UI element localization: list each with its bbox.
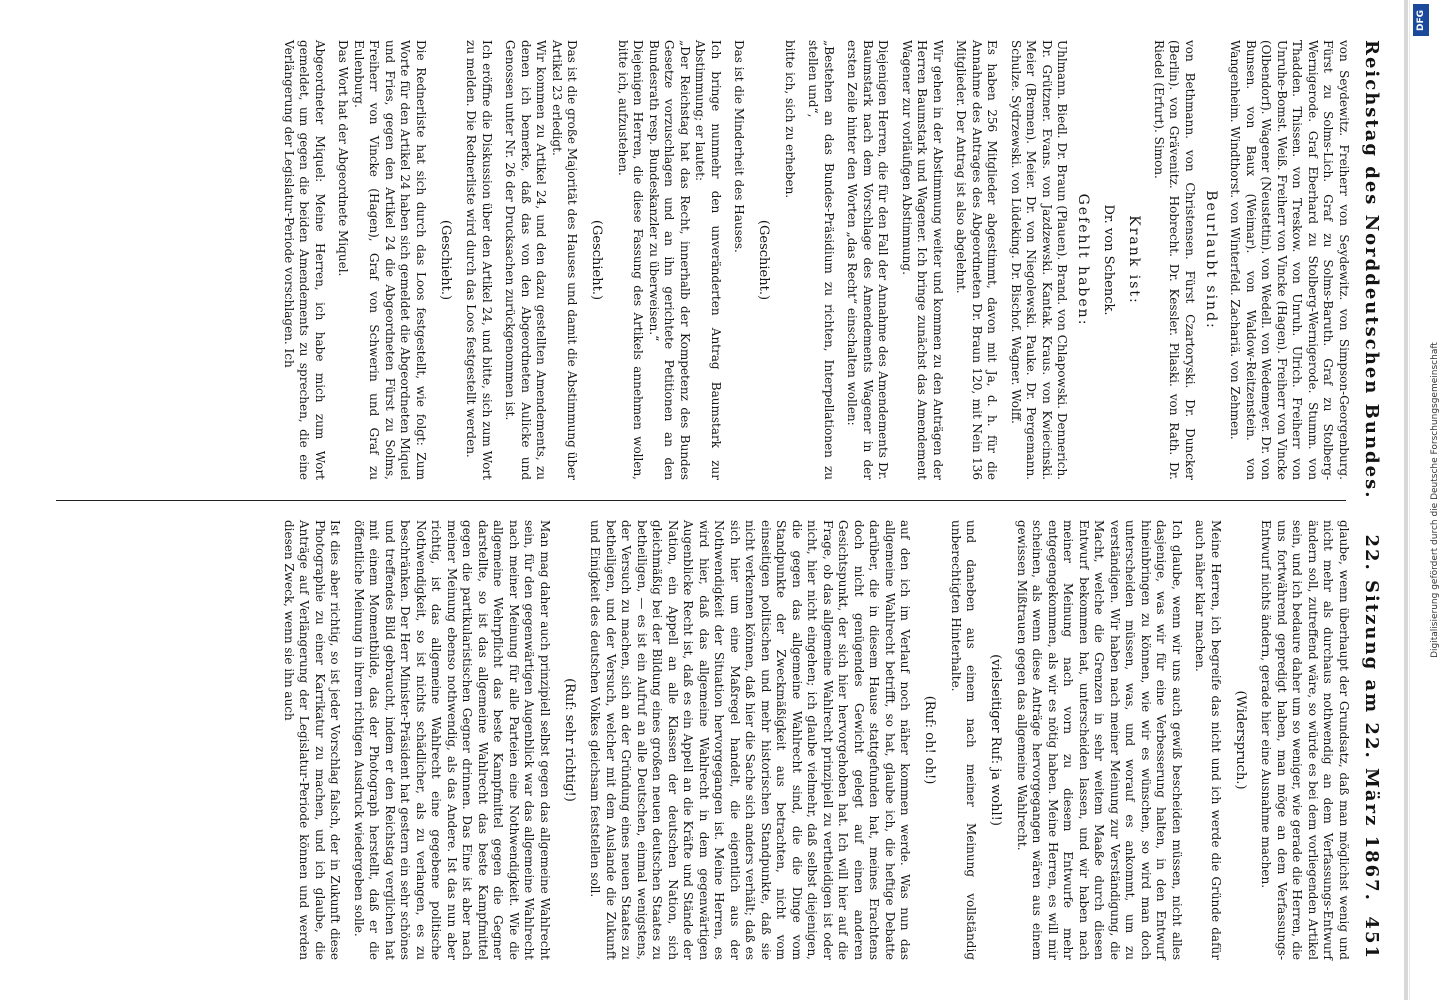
paragraph: Es haben 256 Mitglieder abgestimmt, davon mit Ja, d. h. für die Annahme des Antrages des Abgeordneten Dr. Braun 120, mit Nein 136 Mitglieder. Der Antrag ist also abgelehnt. xyxy=(954,40,1000,480)
paragraph: Man mag daher auch prinzipiell selbst gegen das allgemeine Wahlrecht sein, für den gegenwärtigen Augenblick war das allgemeine Wahlrecht nach meiner Meinung für alle Parteien eine Nothwendigkeit. Wie die allgemeine Wehrpflicht das beste Kampfmittel gegen die Gegner darstellte, so ist das allgemeine Wahlrecht das beste Kampfmittel gegen die partikularistischen Gegner drinnen. Das Eine ist aber nach meiner Meinung ebenso nothwendig, als das Andere. Ist das nun aber richtig, ist das allgemeine Wahlrecht eine gegebene politische Nothwendigkeit, so ist nichts schädlicher, als zu verlangen, es zu beschränken. Der Herr Minister-Präsident hat gestern ein sehr schönes und treffendes Bild gebraucht, indem er den Reichstag verglichen hat mit einem Momentbilde, das der Photograph herstellt, daß er die öffentliche Meinung in ihrem richtigen Ausdruck wiedergeben solle. xyxy=(352,520,552,960)
paragraph: Abgeordneter Miquel: Meine Herren, ich habe mich zum Wort gemeldet, um gegen die beiden Amendements zu sprechen, die eine Verlängerung der Legislatur-Periode vorschlagen. Ich xyxy=(282,40,327,480)
column-separator xyxy=(56,500,1346,501)
paragraph: Die Rednerliste hat sich durch das Loos festgestellt, wie folgt: Zum Worte für den Artikel 24 haben sich gemeldet die Abgeordneten Miquel und Fries, gegen den Artikel 24 die Abgeordneten Fürst zu Solms, Freiherr von Vincke (Hagen), Graf von Schwerin und Graf zu Eulenburg. Das Wort hat der Abgeordnete Miquel. xyxy=(336,40,428,480)
scan-edge xyxy=(1404,0,1408,1000)
krank-list: Dr. von Schenck. xyxy=(1101,204,1117,316)
paragraph: Das ist die Minderheit des Hauses. xyxy=(732,40,747,253)
gefehlt-heading: Gefehlt haben: xyxy=(1075,193,1092,327)
stage-direction: (Geschieht.) xyxy=(589,219,605,301)
rotated-page xyxy=(46,30,1386,970)
paragraph: Ich eröffne die Diskussion über den Artikel 24, und bitte, sich zum Wort zu melden. Die Rednerliste wird durch das Loos festgestellt werden. xyxy=(464,40,494,480)
paragraph: auf den ich im Verlauf noch näher kommen werde. Was nun das allgemeine Wahlrecht betrifft, so hat, glaube ich, die heftige Debatte darüber, die in diesem Hause stattgefunden hat, meines Erachtens doch nicht genügendes Gewicht gelegt auf einen anderen Gesichtspunkt, der sich hier hervorgehoben hat. Ich will hier auf die Frage, ob das allgemeine Wahlrecht prinzipiell zu vertheidigen ist oder nicht, hier nicht eingehen; ich glaube vielmehr, daß selbst diejenigen, die gegen das allgemeine Wahlrecht sind, die die Dinge vom Standpunkte der Zweckmäßigkeit aus betrachten, nicht vom einseitigen politischen und mehr historischen Standpunkte, daß sie nicht verkennen können, daß hier die Sache sich anders verhält; daß es sich hier um eine Maßregel handelt, die eigentlich aus der Nothwendigkeit der Situation hervorgegangen ist. Meine Herren, es wird hier, daß das allgemeine Wahlrecht in dem gegenwärtigen Augenblicke Recht ist, daß es ein Appell an die Kräfte und Stände der Nation, ein Appell an alle Klassen der deutschen Nation, sich gleichmäßig bei der Bildung eines großen neuen deutschen Staates zu betheiligen, — es ist ein Aufruf an alle Deutschen, einmal wenigstens, der Versuch zu machen, sich an der Gründung eines neuen Staates zu betheiligen, und der Versuch, welcher mit dem Auslande die Zukunft und Einigkeit des deutschen Volkes gleichsam feststellen soll. xyxy=(588,520,913,960)
stage-direction: (vielseitiger Ruf: ja wohl!) xyxy=(988,654,1004,826)
stage-direction: (Ruf: sehr richtig!) xyxy=(562,678,577,802)
paragraph: bitte ich, sich zu erheben. xyxy=(783,40,797,199)
paragraph: Ist dies aber richtig, so ist jeder Vorschlag falsch, der in Zukunft diese Photographie zu einer Karrikatur zu machen, und ich glaube, die Anträge auf Verlängerung der Legislatur-Periode können und werden diesen Zweck, wenn sie ihn auch xyxy=(282,520,343,960)
left-running-header: Reichstag des Norddeutschen Bundes. xyxy=(1361,40,1382,500)
paragraph: glaube, wenn überhaupt der Grundsatz, daß man möglichst wenig und nicht mehr als durchaus nothwendig an dem Verfassungs-Entwurf ändern soll, zutreffend wäre, so würde es bei dem vorliegenden Artikel sein, und ich bedaure daher um so weniger, wie gerade die Herren, die uns fortwährend gepredigt haben, man möge an dem Verfassungs-Entwurf nichts ändern, gerade hier eine Ausnahme machen. xyxy=(1259,520,1351,960)
stage-direction: (Geschieht.) xyxy=(438,219,453,301)
beurlaubt-list: von Bethmann. von Christensen. Fürst Czartoryski. Dr. Duncker (Berlin). von Grävenitz. Hobrecht. Dr. Kessler. Pilaski. von Rath. Dr. Riedel (Erfurt). Simon. xyxy=(1152,40,1197,480)
dfg-logo: DFG xyxy=(1413,4,1429,36)
paragraph: Diejenigen Herren, die für den Fall der Annahme des Amendements Dr. Baumstark nach dem Vorschlage des Amendements Wagener in der ersten Zeile hinter den Worten „das Recht“ einschalten wollen: xyxy=(845,40,891,480)
paragraph: Das ist die große Majorität des Hauses und damit die Abstimmung über Artikel 23 erledigt. Wir kommen zu Artikel 24, und den dazu gestellten Amendements, zu denen ich bemerke, daß das von den Abgeordneten Aulicke und Genossen unter Nr. 26 der Drucksachen zurückgenommen ist. xyxy=(503,40,580,480)
gefehlt-list: Uhlmann. Biedl. Dr. Braun (Plauen). Brand. von Chlapowski. Dennerich. Dr. Grützner. Evans. von Jazdzewski. Kantak. Kraus. von Kwiecinski. Meier (Bremen). Meier. Dr. von Niegolewski. Pauke. Dr. Pergemann. Schulze. Sydrzewski. von Lüdeking. Dr. Bischof. Wagner. Wolff. xyxy=(1009,40,1070,480)
right-running-header xyxy=(1361,520,1382,960)
right-column xyxy=(46,520,1386,960)
paragraph: Ich bringe nunmehr den unveränderten Antrag Baumstark zur Abstimmung; er lautet: „Der Reichstag hat das Recht, innerhalb der Kompetenz des Bundes Gesetze vorzuschlagen und an ihn gerichtete Petitionen an den Bundesrath resp. Bundeskanzler zu überweisen.“ Diejenigen Herren, die diese Fassung des Artikels annehmen wollen, bitte ich, aufzustehen. xyxy=(616,40,723,480)
paragraph: Meine Herren, ich begreife das nicht und ich werde die Gründe dafür auch näher klar machen. xyxy=(1193,520,1223,960)
paragraph: Wir gehen in der Abstimmung weiter und kommen zu den Anträgen der Herren Baumstark und Wagener. Ich bringe zunächst das Amendement Wagener zur vorläufigen Abstimmung. xyxy=(900,40,945,480)
quotation: „Bestehen an das Bundes-Präsidium zu richten, Interpellationen zu stellen und“, xyxy=(806,40,836,480)
paragraph: Ich glaube, wenn wir uns auch gewiß bescheiden müssen, nicht alles dasjenige, was wir für eine Verbesserung halten, in den Entwurf hineinbringen zu können, wie wir es wünschen, so wird man doch unterscheiden müssen, was, und worauf es ankommt, um zu verständigen. Wir haben nach meiner Meinung zur Verständigung, die Macht, welche die Grenzen in sehr weitem Maaße durch diesen Entwurf bekommen hat, unterscheiden lassen, und wir haben nach meiner Meinung nach vorn zu diesem Entwurfe mehr entgegengekommen, als wir es nötig haben. Meine Herren, es will mir scheinen, als wenn diese Anträge hervorgegangen wären aus einem gewissen Mißtrauen gegen das allgemeine Wahlrecht. xyxy=(1015,520,1184,960)
stage-direction: (Widerspruch.) xyxy=(1233,690,1248,790)
page-number: 451 xyxy=(1361,916,1382,960)
stage-direction: (Ruf: oh! oh!) xyxy=(922,695,938,785)
beurlaubt-heading: Beurlaubt sind: xyxy=(1203,190,1219,330)
krank-heading: Krank ist: xyxy=(1126,215,1143,305)
session-title: 22. Sitzung am 22. März 1867. xyxy=(1361,534,1382,902)
left-column xyxy=(46,40,1386,500)
stage-direction: (Geschieht.) xyxy=(756,219,772,301)
paragraph: und daneben aus einem nach meiner Meinung vollständig unberechtigten Hinterhalte. xyxy=(949,520,979,960)
digitization-band xyxy=(1409,0,1440,1000)
digitization-credit-text: Digitalisierung gefördert durch die Deutsche Forschungsgemeinschaft xyxy=(1430,342,1440,658)
member-list-intro: von Seydewitz. Freiherr von Seydewitz. von Simpson-Georgenburg. Fürst zu Solms-Lich. Graf zu Solms-Baruth. Graf zu Stolberg-Wernigerode. Graf Eberhard zu Stolberg-Wernigerode. Stumm. von Thadden. Thissen. von Treskow. von Unruh. Ulrich. Freiherr von Unruhe-Bomst. Weiß. Freiherr von Vincke (Hagen). Freiherr von Vincke (Olbendorf). Wagener (Neustettin). von Wedell. von Wedemeyer. Dr. von Bunsen. von Baux (Weimar). von Waldow-Reitzenstein. von Wangenheim. Windthorst. von Winterfeld. Zachariä. von Zehmen. xyxy=(1228,40,1351,480)
